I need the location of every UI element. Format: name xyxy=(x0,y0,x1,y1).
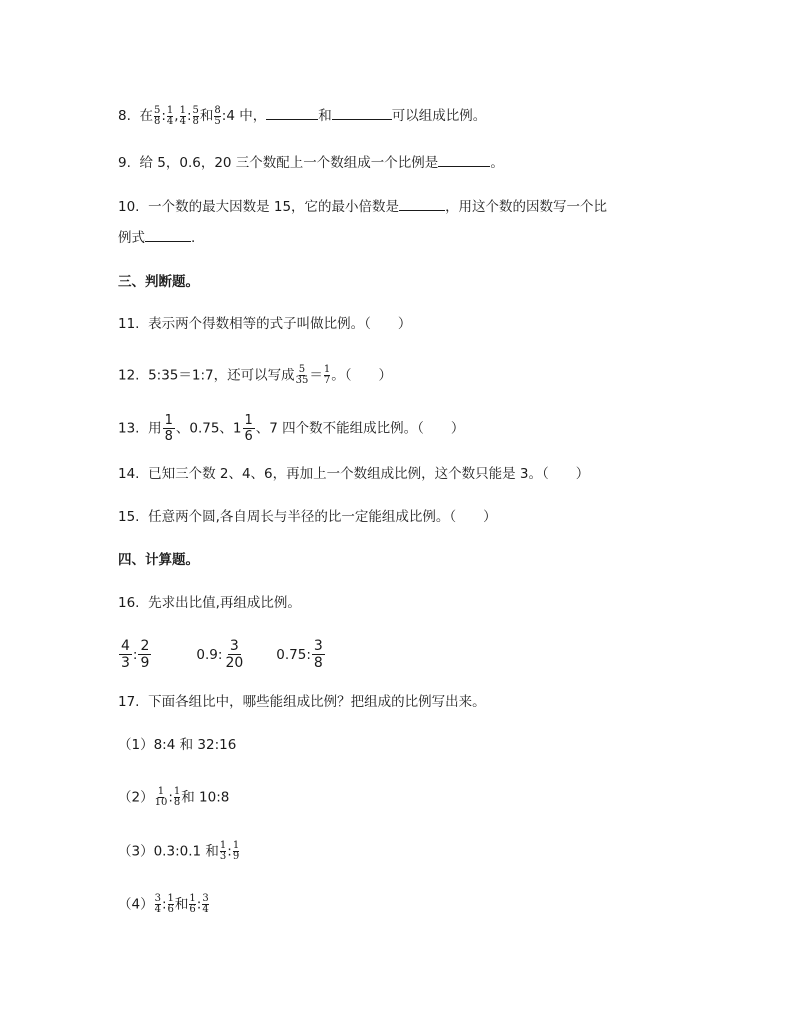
fraction: $\frac{3}{4}$ xyxy=(154,893,161,915)
answer-blank[interactable] xyxy=(399,196,445,211)
question-16: 16. 先求出比值,再组成比例。 xyxy=(118,595,301,611)
question-number: 12. xyxy=(118,367,140,384)
question-number: 13. xyxy=(118,420,140,437)
fraction: $\frac{1}{6}$ xyxy=(167,893,174,915)
question-number: 14. xyxy=(118,466,140,482)
question-10: 10. 一个数的最大因数是 15，它的最小倍数是 ，用这个数的因数写一个比 xyxy=(118,196,607,217)
fraction: $\frac{1}{4}$ xyxy=(179,104,186,127)
ratio-expression-1: $\frac{4}{3}$ : $\frac{2}{9}$ xyxy=(121,638,150,671)
fraction: $\frac{2}{9}$ xyxy=(140,638,150,671)
question-number: 15. xyxy=(118,509,140,525)
question-number: 11. xyxy=(118,316,140,332)
fraction: $\frac{3}{4}$ xyxy=(202,893,209,915)
question-number: 10. xyxy=(118,199,140,215)
question-9: 9. 给 5，0.6，20 三个数配上一个数组成一个比例是 。 xyxy=(118,152,504,173)
question-number: 17. xyxy=(118,694,140,710)
fraction: $\frac{1}{7}$ xyxy=(323,364,331,386)
question-16-expressions xyxy=(118,638,326,671)
question-17: 17. 下面各组比中，哪些能组成比例？把组成的比例写出来。 xyxy=(118,694,486,710)
question-11: 11. 表示两个得数相等的式子叫做比例。（ ） xyxy=(118,316,412,332)
fraction: $\frac{5}{8}$ xyxy=(192,104,199,127)
answer-blank[interactable] xyxy=(266,105,318,120)
fraction: $\frac{3}{8}$ xyxy=(313,638,323,671)
fraction: $\frac{1}{4}$ xyxy=(166,104,174,127)
fraction: $\frac{1}{6}$ xyxy=(189,893,196,915)
ratio-expression-3: 0.75: $\frac{3}{8}$ xyxy=(276,638,323,671)
question-17-part-2: （2） $\frac{1}{10}$ : $\frac{1}{8}$ 和 10:8 xyxy=(118,786,230,808)
ratio-expression-2: 0.9: $\frac{3}{20}$ xyxy=(196,638,244,671)
section-heading-calculation: 四、计算题。 xyxy=(118,552,199,568)
question-number: 8. xyxy=(118,108,131,124)
question-10-line-2: 例式 . xyxy=(118,227,195,248)
fraction: $\frac{1}{6}$ xyxy=(244,413,253,444)
question-17-part-3: （3）0.3:0.1 和 $\frac{1}{3}$ : $\frac{1}{9}$ xyxy=(118,840,240,862)
question-8: 8. 在 $\frac{5}{8}$ : $\frac{1}{4}$ , $\frac{1}{4}$ : $\frac{5}{8}$ 和 $\frac{8}{5}$ :4 中， 和 可以组成比例。 xyxy=(118,104,487,127)
question-number: 16. xyxy=(118,595,140,611)
answer-blank[interactable] xyxy=(145,227,191,242)
fraction: $\frac{1}{10}$ xyxy=(154,786,168,808)
question-14: 14. 已知三个数 2、4、6，再加上一个数组成比例，这个数只能是 3。（ ） xyxy=(118,466,590,482)
answer-blank[interactable] xyxy=(438,152,490,167)
fraction: $\frac{4}{3}$ xyxy=(121,638,130,671)
question-12: 12. 5:35＝1:7，还可以写成 $\frac{5}{35}$ ＝ $\frac{1}{7}$ 。（ ） xyxy=(118,364,392,386)
fraction: $\frac{3}{20}$ xyxy=(225,638,244,671)
question-15: 15. 任意两个圆,各自周长与半径的比一定能组成比例。（ ） xyxy=(118,509,497,525)
section-heading-judgment: 三、判断题。 xyxy=(118,274,199,290)
fraction: $\frac{1}{8}$ xyxy=(164,413,173,444)
fraction: $\frac{1}{8}$ xyxy=(173,786,181,808)
question-17-part-1: （1）8:4 和 32:16 xyxy=(118,737,237,753)
fraction: $\frac{5}{35}$ xyxy=(295,364,309,386)
fraction: $\frac{5}{8}$ xyxy=(153,104,161,127)
question-17-part-4: （4） $\frac{3}{4}$ : $\frac{1}{6}$ 和 $\frac{1}{6}$ : $\frac{3}{4}$ xyxy=(118,893,209,915)
fraction: $\frac{8}{5}$ xyxy=(214,104,221,127)
answer-blank[interactable] xyxy=(332,105,392,120)
question-13: 13. 用 $\frac{1}{8}$ 、0.75、1 $\frac{1}{6}$ 、7 四个数不能组成比例。（ ） xyxy=(118,413,465,444)
fraction: $\frac{1}{9}$ xyxy=(232,840,240,862)
question-number: 9. xyxy=(118,155,131,171)
fraction: $\frac{1}{3}$ xyxy=(219,840,227,862)
